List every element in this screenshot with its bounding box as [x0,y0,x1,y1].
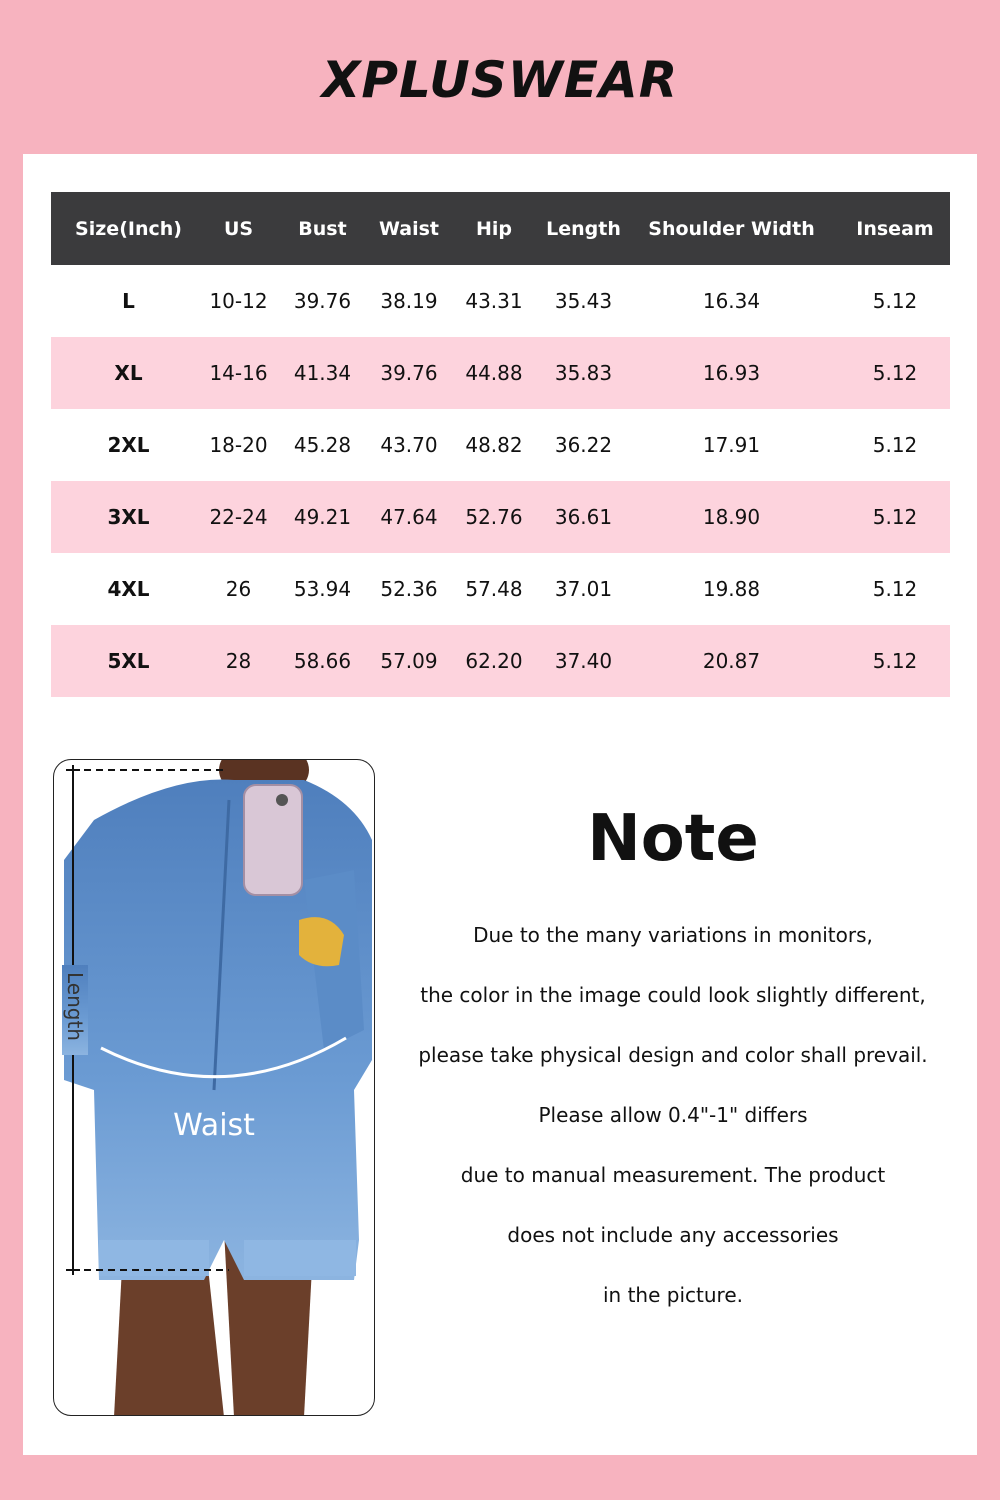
size-table [51,192,950,697]
phone-icon [244,785,302,895]
table-cell: 48.82 [465,433,523,457]
brand-logo: XPLUSWEAR [321,51,679,109]
table-cell: 53.94 [293,577,352,601]
header-cell: Bust [271,192,374,265]
header-cell: Length [544,192,623,265]
table-cell: 5.12 [840,625,950,697]
table-cell: 35.43 [554,289,613,313]
table-cell: 37.40 [544,625,623,697]
header-cell: Hip [444,192,544,265]
note-line: the color in the image could look slightly different, [420,983,926,1007]
table-cell: 5.12 [872,289,918,313]
header-cell: Inseam [840,192,950,265]
table-cell: 57.09 [374,625,444,697]
table-cell: 43.70 [380,433,438,457]
table-header-row [51,192,950,265]
note-title: Note [587,802,759,876]
table-cell: 44.88 [444,337,544,409]
table-cell: 4XL [107,577,150,601]
table-cell: 19.88 [702,577,761,601]
table-cell: 45.28 [293,433,352,457]
note-line: Due to the many variations in monitors, [473,923,873,947]
table-cell: XL [51,337,206,409]
table-cell: 38.19 [380,289,438,313]
waist-label: Waist [173,1108,255,1143]
table-cell: 57.48 [465,577,523,601]
table-cell: 5.12 [872,433,918,457]
table-cell: 35.83 [544,337,623,409]
table-cell: 36.61 [544,481,623,553]
table-cell: 5.12 [840,481,950,553]
table-cell: 16.34 [702,289,761,313]
table-cell: 22-24 [206,481,271,553]
table-cell: 20.87 [623,625,840,697]
table-cell: 36.22 [554,433,613,457]
table-cell: 37.01 [554,577,613,601]
table-row [51,409,950,481]
table-cell: 43.31 [465,289,523,313]
table-row [51,625,950,697]
table-cell: 47.64 [374,481,444,553]
table-cell: 39.76 [293,289,352,313]
table-cell: 39.76 [374,337,444,409]
note-line: due to manual measurement. The product [460,1163,886,1187]
table-cell: 2XL [107,433,150,457]
table-cell: 5XL [51,625,206,697]
note-line: does not include any accessories [507,1223,839,1247]
header-cell: US [206,192,271,265]
note-line: in the picture. [603,1283,743,1307]
table-cell: 58.66 [271,625,374,697]
table-cell: 14-16 [206,337,271,409]
table-cell: 28 [206,625,271,697]
note-line: Please allow 0.4"-1" differs [538,1103,808,1127]
table-cell: L [122,289,135,313]
table-cell: 18.90 [623,481,840,553]
size-chart-card [23,154,977,1455]
table-cell: 10-12 [209,289,268,313]
table-row [51,553,950,625]
table-cell: 52.36 [380,577,438,601]
length-label: Length [63,972,87,1041]
table-cell: 62.20 [444,625,544,697]
table-row [51,265,950,337]
table-cell: 5.12 [840,337,950,409]
header-cell: Shoulder Width [623,192,840,265]
header-cell: Size(Inch) [51,192,206,265]
table-cell: 18-20 [209,433,268,457]
table-cell: 5.12 [872,577,918,601]
note-line: please take physical design and color shall prevail. [418,1043,928,1067]
product-photo [53,759,375,1416]
note-text [393,914,953,1334]
header-cell: Waist [374,192,444,265]
table-cell: 41.34 [271,337,374,409]
table-cell: 52.76 [444,481,544,553]
table-cell: 17.91 [702,433,761,457]
model-illustration [54,760,375,1416]
table-cell: 26 [225,577,252,601]
table-cell: 3XL [51,481,206,553]
table-cell: 16.93 [623,337,840,409]
table-row [51,481,950,553]
table-cell: 49.21 [271,481,374,553]
table-row [51,337,950,409]
